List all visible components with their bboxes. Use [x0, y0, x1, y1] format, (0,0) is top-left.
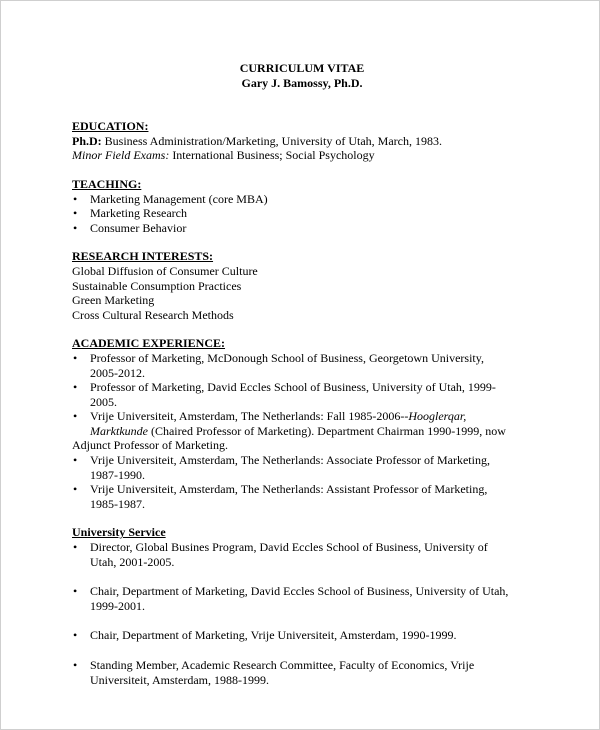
service-list [72, 540, 532, 687]
cv-title: CURRICULUM VITAE [239, 61, 365, 75]
research-item: Cross Cultural Research Methods [72, 307, 234, 322]
research-item: Green Marketing [72, 293, 155, 308]
academic-list [72, 351, 532, 512]
bullet-icon: • [73, 453, 78, 468]
minor-text: International Business; Social Psychology [169, 148, 375, 163]
bullet-icon: • [73, 350, 78, 365]
bullet-icon: • [73, 540, 78, 555]
research-item: Global Diffusion of Consumer Culture [72, 263, 258, 278]
degree-label: Ph.D: [72, 133, 102, 148]
cv-content [72, 61, 532, 702]
academic-heading: ACADEMIC EXPERIENCE: [72, 336, 226, 351]
list-item: • Marketing Research [73, 206, 187, 221]
bullet-icon: • [73, 220, 78, 235]
education-minor [72, 148, 532, 163]
list-item: • Marketing Management (core MBA) [73, 191, 268, 206]
list-item: • Professor of Marketing, David Eccles School of Business, University of Utah, 1999- 2005. [73, 380, 496, 409]
teaching-heading: TEACHING: [72, 176, 142, 191]
degree-text: Business Administration/Marketing, University of Utah, March, 1983. [101, 133, 442, 148]
bullet-icon: • [73, 584, 78, 599]
list-item: • Vrije Universiteit, Amsterdam, The Netherlands: Fall 1985-2006--Hooglerqar, Marktkunde (Chaired Professor of Marketing). Department Chairman 1990-1999, now Adjunct Professor of Marketing. [72, 409, 506, 453]
list-item: • Professor of Marketing, McDonough School of Business, Georgetown University, 2005-2012. [73, 350, 484, 380]
bullet-icon: • [73, 191, 78, 206]
list-item: • Chair, Department of Marketing, David Eccles School of Business, University of Utah, 1999-2001. [73, 584, 509, 613]
bullet-icon: • [73, 206, 78, 221]
teaching-list [72, 192, 532, 236]
education-heading: EDUCATION: [72, 119, 149, 134]
research-heading: RESEARCH INTERESTS: [72, 249, 214, 264]
bullet-icon: • [73, 658, 78, 672]
list-item: • Vrije Universiteit, Amsterdam, The Netherlands: Associate Professor of Marketing, 1987-1990. [73, 453, 490, 482]
list-item: • Vrije Universiteit, Amsterdam, The Netherlands: Assistant Professor of Marketing, 1985-1987. [73, 482, 488, 511]
service-heading: University Service [72, 525, 166, 540]
bullet-icon: • [73, 482, 78, 497]
list-item: • Consumer Behavior [73, 220, 187, 235]
bullet-icon: • [73, 380, 78, 395]
minor-label: Minor Field Exams: [72, 148, 170, 163]
research-item: Sustainable Consumption Practices [72, 278, 242, 293]
education-degree [72, 134, 532, 149]
list-item: • Chair, Department of Marketing, Vrije Universiteit, Amsterdam, 1990-1999. [73, 628, 457, 643]
cv-name: Gary J. Bamossy, Ph.D. [241, 75, 363, 90]
list-item: • Standing Member, Academic Research Committee, Faculty of Economics, Vrije Universiteit, Amsterdam, 1988-1999. [73, 658, 475, 687]
bullet-icon: • [73, 409, 78, 424]
bullet-icon: • [73, 628, 78, 643]
list-item: • Director, Global Busines Program, David Eccles School of Business, University of Utah, 2001-2005. [73, 540, 488, 569]
